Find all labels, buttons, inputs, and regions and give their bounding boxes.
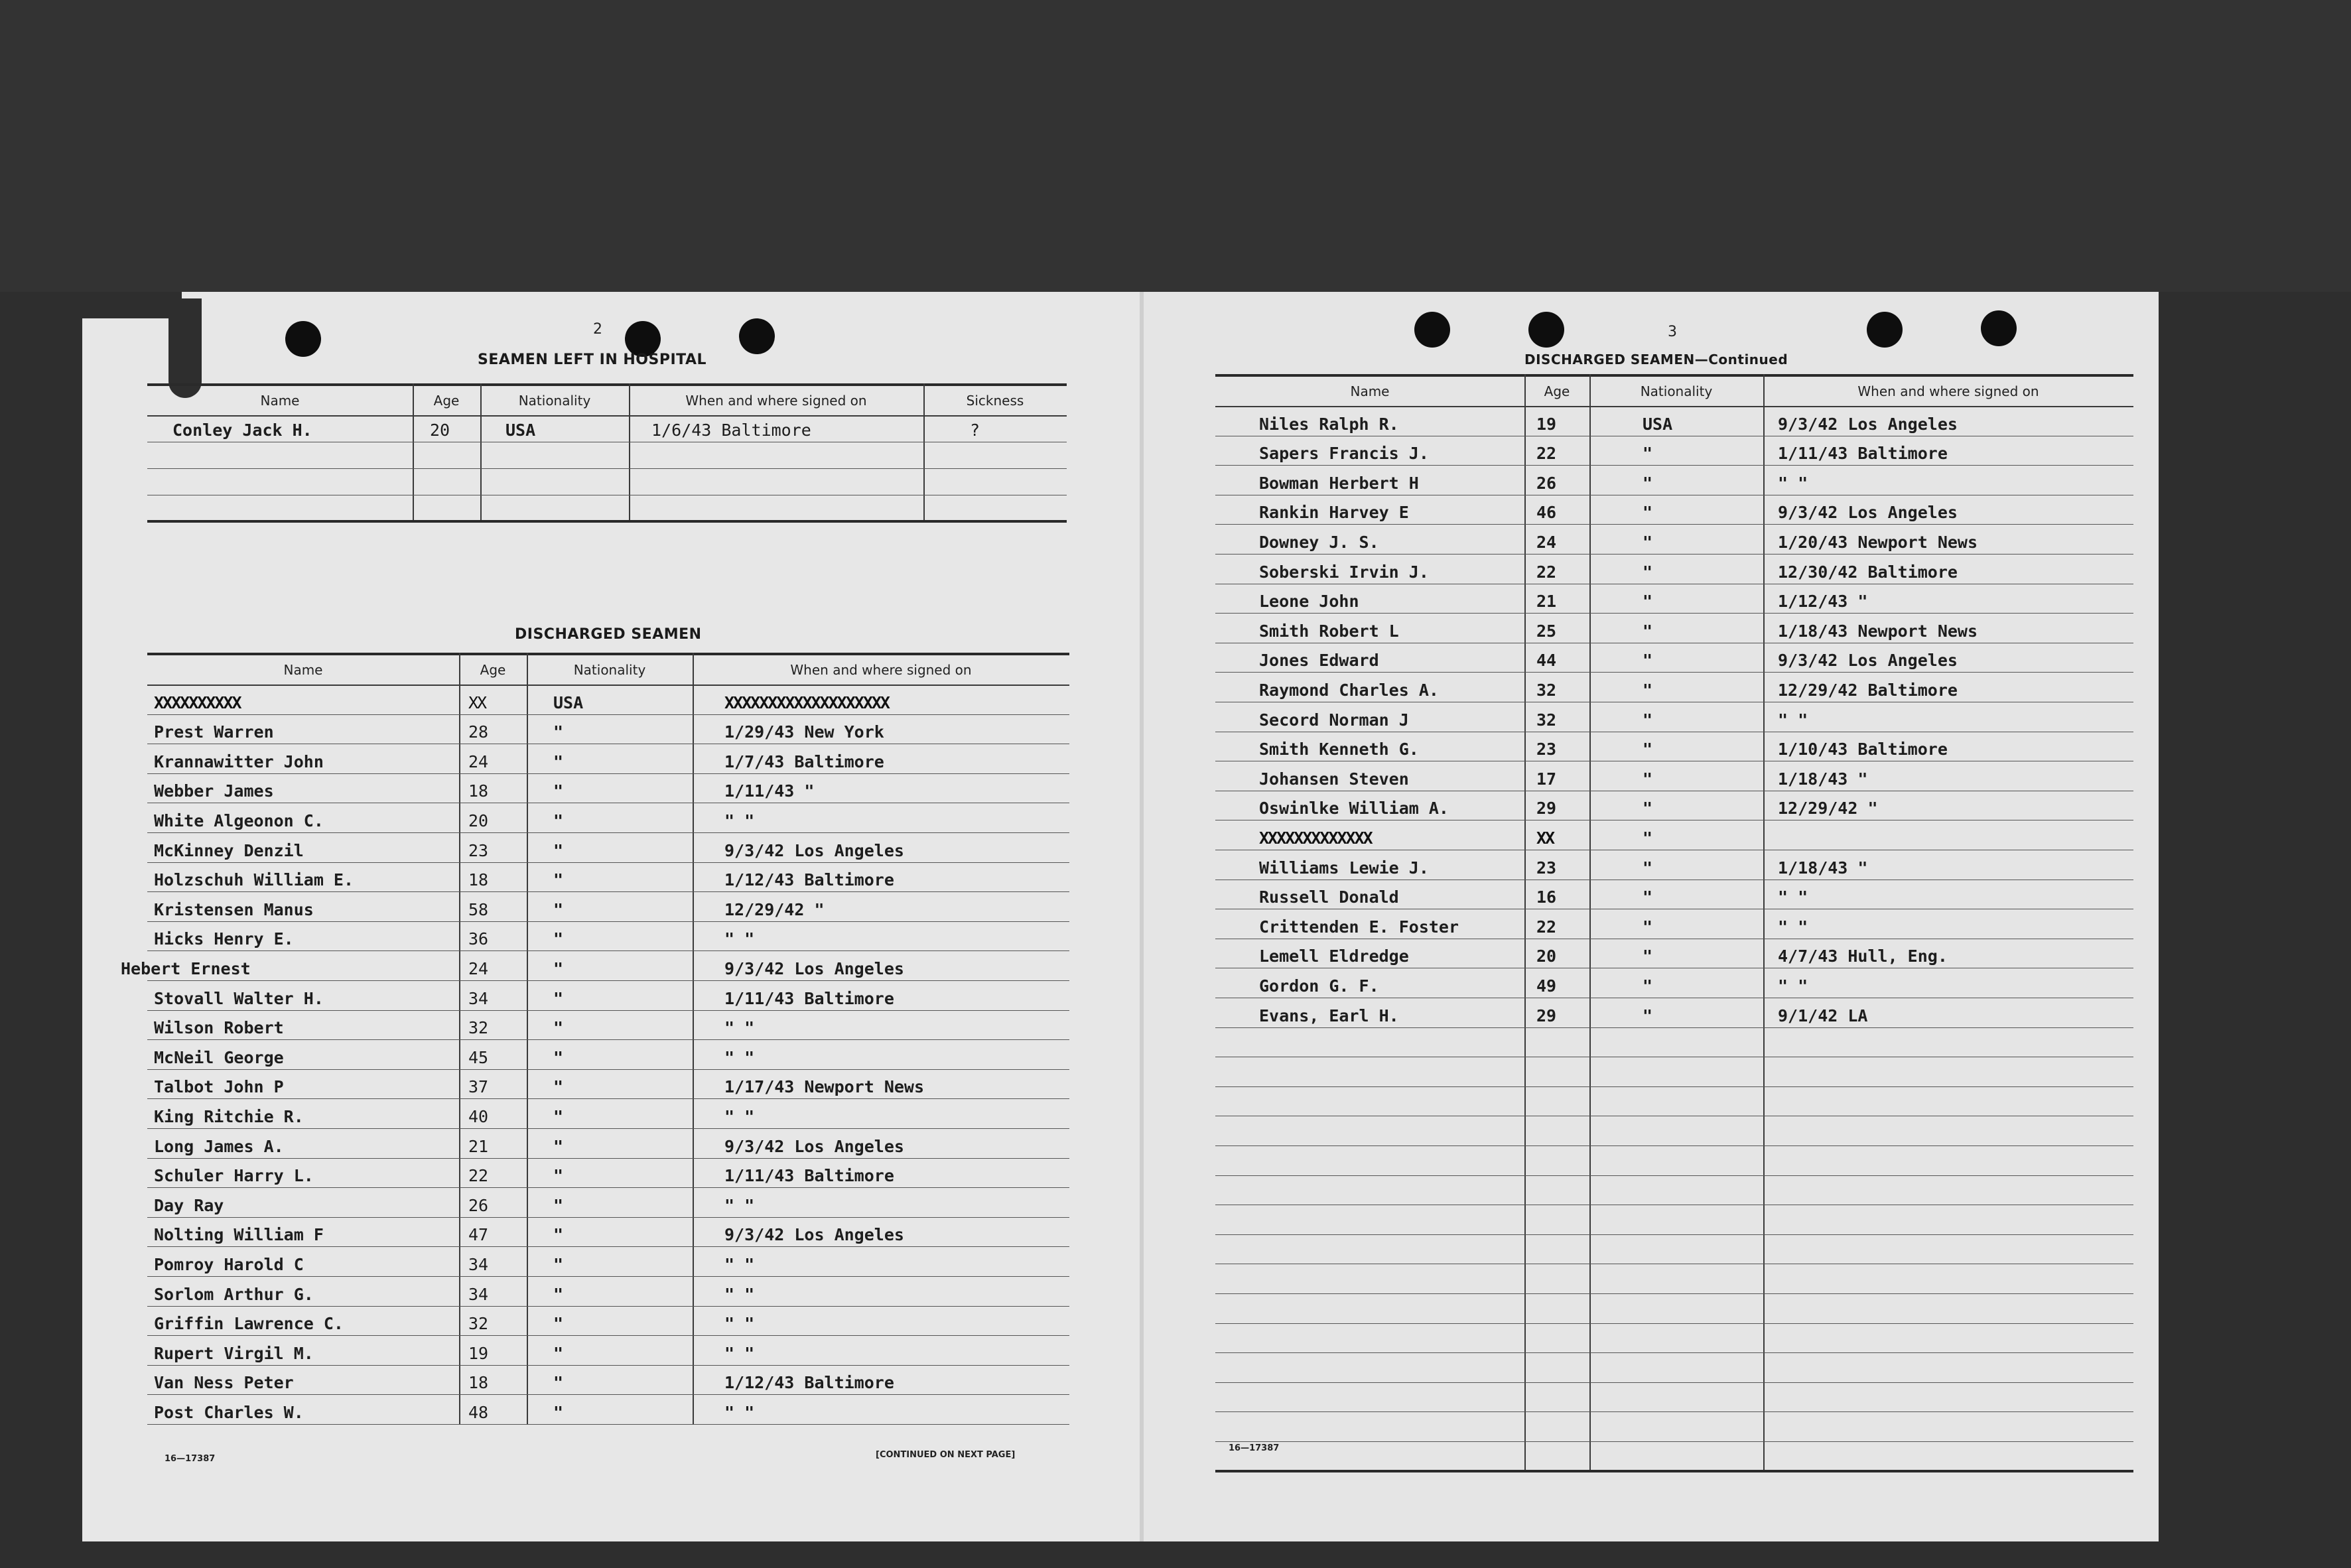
- seaman-signed-on-cell: 12/29/42 ": [1778, 799, 1878, 818]
- seaman-signed-on-cell: 9/3/42 Los Angeles: [1778, 414, 1958, 434]
- seaman-age-cell: 24: [1536, 533, 1557, 552]
- seaman-nationality-cell: ": [553, 929, 564, 949]
- seaman-nationality-cell: ": [553, 781, 564, 801]
- seaman-age-cell: 26: [468, 1195, 489, 1215]
- form-number: 16—17387: [165, 1454, 216, 1464]
- seaman-signed-on-cell: XXXXXXXXXXXXXXXXXXX: [724, 692, 889, 712]
- row-rule: [147, 1039, 1069, 1040]
- seaman-signed-on-cell: " ": [724, 1314, 755, 1334]
- row-rule: [1215, 1293, 2133, 1294]
- row-rule: [147, 950, 1069, 951]
- seaman-age-cell: 34: [468, 988, 489, 1008]
- seaman-age-cell: 45: [468, 1047, 489, 1067]
- row-rule: [147, 1276, 1069, 1277]
- seaman-age-cell: 48: [468, 1403, 489, 1422]
- seaman-nationality-cell: ": [1643, 947, 1653, 966]
- seaman-name-cell: Jones Edward: [1259, 651, 1379, 671]
- seaman-nationality-cell: ": [553, 959, 564, 978]
- column-header-name: Name: [1350, 383, 1390, 399]
- page-number: 2: [593, 321, 602, 338]
- row-rule: [1215, 1086, 2133, 1087]
- seaman-signed-on-cell: 1/7/43 Baltimore: [724, 751, 884, 771]
- seaman-age-cell: 16: [1536, 887, 1557, 907]
- hospital-signed-on-cell: 1/6/43 Baltimore: [651, 421, 811, 440]
- seaman-name-cell: Crittenden E. Foster: [1259, 917, 1459, 937]
- seaman-name-cell: Rupert Virgil M.: [154, 1343, 314, 1363]
- seaman-nationality-cell: ": [1643, 651, 1653, 671]
- row-rule: [1215, 613, 2133, 614]
- seaman-nationality-cell: ": [553, 1284, 564, 1304]
- row-rule: [1215, 1352, 2133, 1353]
- seaman-nationality-cell: ": [553, 1373, 564, 1393]
- seaman-age-cell: 29: [1536, 1006, 1557, 1025]
- continued-title: DISCHARGED SEAMEN—Continued: [1524, 352, 1788, 367]
- seaman-age-cell: 17: [1536, 769, 1557, 789]
- row-rule: [147, 921, 1069, 922]
- table-top-rule: [1215, 374, 2133, 377]
- header-rule: [147, 415, 1067, 417]
- seaman-signed-on-cell: " ": [724, 1255, 755, 1274]
- row-rule: [1215, 465, 2133, 466]
- column-header-sickness: Sickness: [966, 393, 1024, 409]
- column-rule: [527, 653, 528, 1424]
- seaman-nationality-cell: ": [1643, 1006, 1653, 1025]
- seaman-signed-on-cell: 1/11/43 ": [724, 781, 815, 801]
- row-rule: [1215, 1323, 2133, 1324]
- seaman-name-cell: McKinney Denzil: [154, 840, 304, 860]
- seaman-age-cell: 20: [468, 811, 489, 830]
- hospital-name-cell: Conley Jack H.: [172, 421, 312, 440]
- seaman-age-cell: 20: [1536, 947, 1557, 966]
- seaman-name-cell: Sorlom Arthur G.: [154, 1284, 314, 1304]
- seaman-nationality-cell: ": [553, 1107, 564, 1126]
- seaman-nationality-cell: ": [1643, 740, 1653, 759]
- seaman-nationality-cell: ": [553, 722, 564, 742]
- seaman-nationality-cell: ": [553, 1255, 564, 1274]
- seaman-signed-on-cell: 1/18/43 ": [1778, 858, 1868, 878]
- seaman-age-cell: 25: [1536, 621, 1557, 641]
- column-rule: [1589, 374, 1591, 1471]
- seaman-name-cell: Long James A.: [154, 1136, 284, 1156]
- seaman-age-cell: 58: [468, 899, 489, 919]
- seaman-name-cell: Post Charles W.: [154, 1403, 304, 1422]
- seaman-nationality-cell: ": [553, 899, 564, 919]
- seaman-age-cell: 22: [468, 1166, 489, 1186]
- column-header-nationality: Nationality: [573, 662, 646, 678]
- seaman-age-cell: 23: [1536, 740, 1557, 759]
- seaman-age-cell: 19: [1536, 414, 1557, 434]
- row-rule: [1215, 554, 2133, 555]
- seaman-name-cell: Wilson Robert: [154, 1018, 284, 1038]
- seaman-signed-on-cell: 1/11/43 Baltimore: [724, 988, 894, 1008]
- seaman-age-cell: 32: [1536, 681, 1557, 700]
- seaman-nationality-cell: USA: [553, 692, 584, 712]
- left-page: [82, 292, 1144, 1541]
- seaman-signed-on-cell: " ": [1778, 473, 1808, 493]
- row-rule: [147, 1010, 1069, 1011]
- header-rule: [1215, 406, 2133, 407]
- seaman-signed-on-cell: 1/17/43 Newport News: [724, 1077, 925, 1097]
- seaman-nationality-cell: ": [553, 1314, 564, 1334]
- seaman-signed-on-cell: " ": [724, 1403, 755, 1422]
- seaman-age-cell: 32: [468, 1314, 489, 1334]
- hospital-age-cell: 20: [430, 421, 450, 440]
- seaman-nationality-cell: ": [1643, 887, 1653, 907]
- row-rule: [147, 714, 1069, 715]
- seaman-nationality-cell: ": [1643, 681, 1653, 700]
- seaman-age-cell: 34: [468, 1284, 489, 1304]
- seaman-name-cell: Oswinlke William A.: [1259, 799, 1449, 818]
- seaman-age-cell: 37: [468, 1077, 489, 1097]
- punch-hole: [1528, 312, 1564, 348]
- seaman-name-cell: Soberski Irvin J.: [1259, 562, 1429, 582]
- discharged-title: DISCHARGED SEAMEN: [515, 626, 702, 643]
- seaman-name-cell: Evans, Earl H.: [1259, 1006, 1399, 1025]
- seaman-nationality-cell: USA: [1643, 414, 1673, 434]
- seaman-age-cell: 18: [468, 870, 489, 890]
- seaman-nationality-cell: ": [1643, 828, 1653, 848]
- seaman-name-cell: Krannawitter John: [154, 751, 324, 771]
- seaman-name-cell: Downey J. S.: [1259, 533, 1379, 552]
- column-header-signed-on: When and where signed on: [1857, 383, 2039, 399]
- row-rule: [1215, 1175, 2133, 1176]
- header-rule: [147, 685, 1069, 686]
- seaman-name-cell: Rankin Harvey E: [1259, 503, 1409, 523]
- column-header-name: Name: [260, 393, 300, 409]
- seaman-nationality-cell: ": [1643, 858, 1653, 878]
- row-rule: [147, 1158, 1069, 1159]
- row-rule: [147, 468, 1067, 469]
- seaman-age-cell: 22: [1536, 562, 1557, 582]
- seaman-name-cell: Griffin Lawrence C.: [154, 1314, 344, 1334]
- seaman-name-cell: McNeil George: [154, 1047, 284, 1067]
- column-rule: [693, 653, 694, 1424]
- seaman-name-cell: Bowman Herbert H: [1259, 473, 1419, 493]
- column-header-age: Age: [1544, 383, 1570, 399]
- seaman-signed-on-cell: " ": [1778, 917, 1808, 937]
- torn-corner: [82, 292, 182, 318]
- column-header-nationality: Nationality: [1640, 383, 1713, 399]
- seaman-nationality-cell: ": [553, 1343, 564, 1363]
- punch-hole: [285, 321, 321, 357]
- table-top-rule: [147, 383, 1067, 386]
- seaman-signed-on-cell: " ": [724, 1284, 755, 1304]
- seaman-nationality-cell: ": [553, 988, 564, 1008]
- seaman-signed-on-cell: " ": [724, 1107, 755, 1126]
- continued-note: [CONTINUED ON NEXT PAGE]: [876, 1450, 1016, 1460]
- seaman-signed-on-cell: 4/7/43 Hull, Eng.: [1778, 947, 1948, 966]
- seaman-signed-on-cell: 1/11/43 Baltimore: [1778, 444, 1948, 464]
- seaman-age-cell: XX: [1536, 828, 1554, 848]
- column-header-name: Name: [283, 662, 323, 678]
- seaman-age-cell: 32: [1536, 710, 1557, 730]
- row-rule: [147, 1365, 1069, 1366]
- column-header-signed-on: When and where signed on: [685, 393, 867, 409]
- seaman-signed-on-cell: 9/3/42 Los Angeles: [724, 840, 904, 860]
- row-rule: [1215, 672, 2133, 673]
- row-rule: [147, 891, 1069, 892]
- seaman-signed-on-cell: 1/18/43 ": [1778, 769, 1868, 789]
- row-rule: [147, 1246, 1069, 1247]
- seaman-age-cell: 29: [1536, 799, 1557, 818]
- seaman-age-cell: 23: [1536, 858, 1557, 878]
- seaman-age-cell: XX: [468, 692, 486, 712]
- seaman-name-cell: Nolting William F: [154, 1225, 324, 1245]
- right-page: [1144, 292, 2159, 1541]
- seaman-signed-on-cell: 9/3/42 Los Angeles: [1778, 651, 1958, 671]
- seaman-signed-on-cell: 12/29/42 Baltimore: [1778, 681, 1958, 700]
- seaman-signed-on-cell: 1/20/43 Newport News: [1778, 533, 1978, 552]
- seaman-signed-on-cell: " ": [1778, 887, 1808, 907]
- seaman-nationality-cell: ": [553, 1077, 564, 1097]
- row-rule: [1215, 1234, 2133, 1235]
- seaman-name-cell: Holzschuh William E.: [154, 870, 354, 890]
- table-bottom-rule: [147, 520, 1067, 523]
- column-header-age: Age: [480, 662, 506, 678]
- seaman-signed-on-cell: 9/3/42 Los Angeles: [724, 959, 904, 978]
- seaman-name-cell: Sapers Francis J.: [1259, 444, 1429, 464]
- seaman-signed-on-cell: 9/3/42 Los Angeles: [724, 1225, 904, 1245]
- seaman-age-cell: 21: [1536, 592, 1557, 612]
- seaman-name-cell: Secord Norman J: [1259, 710, 1409, 730]
- row-rule: [147, 1394, 1069, 1395]
- row-rule: [147, 1069, 1069, 1070]
- seaman-age-cell: 19: [468, 1343, 489, 1363]
- seaman-age-cell: 46: [1536, 503, 1557, 523]
- seaman-signed-on-cell: 9/1/42 LA: [1778, 1006, 1868, 1025]
- seaman-age-cell: 21: [468, 1136, 489, 1156]
- row-rule: [1215, 1441, 2133, 1442]
- seaman-signed-on-cell: 12/29/42 ": [724, 899, 825, 919]
- seaman-nationality-cell: ": [1643, 976, 1653, 996]
- seaman-age-cell: 24: [468, 751, 489, 771]
- seaman-signed-on-cell: 9/3/42 Los Angeles: [1778, 503, 1958, 523]
- seaman-name-cell: XXXXXXXXXXXXX: [1259, 828, 1372, 848]
- seaman-age-cell: 49: [1536, 976, 1557, 996]
- seaman-age-cell: 22: [1536, 444, 1557, 464]
- seaman-nationality-cell: ": [553, 811, 564, 830]
- seaman-age-cell: 34: [468, 1255, 489, 1274]
- seaman-name-cell: Schuler Harry L.: [154, 1166, 314, 1186]
- seaman-age-cell: 36: [468, 929, 489, 949]
- seaman-age-cell: 32: [468, 1018, 489, 1038]
- seaman-name-cell: Gordon G. F.: [1259, 976, 1379, 996]
- seaman-signed-on-cell: 1/11/43 Baltimore: [724, 1166, 894, 1186]
- row-rule: [147, 862, 1069, 863]
- seaman-nationality-cell: ": [553, 1018, 564, 1038]
- seaman-nationality-cell: ": [1643, 444, 1653, 464]
- seaman-nationality-cell: ": [553, 1136, 564, 1156]
- seaman-signed-on-cell: 9/3/42 Los Angeles: [724, 1136, 904, 1156]
- seaman-nationality-cell: ": [553, 1166, 564, 1186]
- seaman-nationality-cell: ": [1643, 562, 1653, 582]
- row-rule: [147, 1306, 1069, 1307]
- seaman-signed-on-cell: 12/30/42 Baltimore: [1778, 562, 1958, 582]
- seaman-signed-on-cell: 1/12/43 Baltimore: [724, 1373, 894, 1393]
- column-header-nationality: Nationality: [518, 393, 591, 409]
- seaman-age-cell: 18: [468, 1373, 489, 1393]
- column-rule: [1524, 374, 1526, 1471]
- row-rule: [147, 773, 1069, 774]
- seaman-nationality-cell: ": [553, 1403, 564, 1422]
- seaman-name-cell: Pomroy Harold C: [154, 1255, 304, 1274]
- seaman-nationality-cell: ": [1643, 799, 1653, 818]
- seaman-nationality-cell: ": [553, 840, 564, 860]
- seaman-name-cell: Webber James: [154, 781, 274, 801]
- seaman-name-cell: Talbot John P: [154, 1077, 284, 1097]
- page-number: 3: [1668, 324, 1677, 340]
- seaman-signed-on-cell: 1/10/43 Baltimore: [1778, 740, 1948, 759]
- seaman-nationality-cell: ": [1643, 473, 1653, 493]
- column-rule: [1763, 374, 1765, 1471]
- column-rule: [459, 653, 460, 1424]
- seaman-signed-on-cell: 1/12/43 ": [1778, 592, 1868, 612]
- row-rule: [147, 1424, 1069, 1425]
- punch-hole: [1867, 312, 1903, 348]
- seaman-signed-on-cell: " ": [724, 929, 755, 949]
- seaman-signed-on-cell: 1/12/43 Baltimore: [724, 870, 894, 890]
- row-rule: [147, 1335, 1069, 1336]
- seaman-name-cell: Hebert Ernest: [121, 959, 251, 978]
- row-rule: [1215, 524, 2133, 525]
- seaman-nationality-cell: ": [1643, 592, 1653, 612]
- seaman-signed-on-cell: " ": [724, 811, 755, 830]
- row-rule: [147, 1098, 1069, 1099]
- seaman-age-cell: 47: [468, 1225, 489, 1245]
- seaman-name-cell: Prest Warren: [154, 722, 274, 742]
- seaman-nationality-cell: ": [553, 1225, 564, 1245]
- seaman-age-cell: 40: [468, 1107, 489, 1126]
- seaman-name-cell: King Ritchie R.: [154, 1107, 304, 1126]
- seaman-age-cell: 23: [468, 840, 489, 860]
- seaman-name-cell: Hicks Henry E.: [154, 929, 294, 949]
- background-top: [0, 0, 2351, 292]
- punch-hole: [1414, 312, 1450, 348]
- form-number: 16—17387: [1229, 1443, 1280, 1453]
- seaman-signed-on-cell: " ": [724, 1047, 755, 1067]
- seaman-nationality-cell: ": [1643, 533, 1653, 552]
- seaman-nationality-cell: ": [553, 1047, 564, 1067]
- seaman-age-cell: 22: [1536, 917, 1557, 937]
- seaman-name-cell: Niles Ralph R.: [1259, 414, 1399, 434]
- seaman-signed-on-cell: " ": [724, 1018, 755, 1038]
- seaman-nationality-cell: ": [553, 751, 564, 771]
- seaman-nationality-cell: ": [553, 870, 564, 890]
- seaman-name-cell: Smith Robert L: [1259, 621, 1399, 641]
- seaman-name-cell: Williams Lewie J.: [1259, 858, 1429, 878]
- row-rule: [1215, 1027, 2133, 1028]
- punch-hole: [1981, 310, 2017, 346]
- seaman-name-cell: Kristensen Manus: [154, 899, 314, 919]
- seaman-name-cell: Van Ness Peter: [154, 1373, 294, 1393]
- seaman-signed-on-cell: 1/29/43 New York: [724, 722, 884, 742]
- punch-hole: [739, 318, 775, 354]
- seaman-name-cell: Day Ray: [154, 1195, 224, 1215]
- row-rule: [147, 1217, 1069, 1218]
- column-header-signed-on: When and where signed on: [790, 662, 972, 678]
- row-rule: [147, 1187, 1069, 1188]
- seaman-age-cell: 28: [468, 722, 489, 742]
- seaman-age-cell: 18: [468, 781, 489, 801]
- seaman-age-cell: 26: [1536, 473, 1557, 493]
- seaman-nationality-cell: ": [553, 1195, 564, 1215]
- seaman-name-cell: Johansen Steven: [1259, 769, 1409, 789]
- table-bottom-rule: [1215, 1470, 2133, 1472]
- seaman-name-cell: XXXXXXXXXX: [154, 692, 241, 712]
- row-rule: [1215, 1145, 2133, 1146]
- seaman-name-cell: Smith Kenneth G.: [1259, 740, 1419, 759]
- seaman-name-cell: White Algeonon C.: [154, 811, 324, 830]
- seaman-nationality-cell: ": [1643, 503, 1653, 523]
- row-rule: [147, 832, 1069, 833]
- seaman-age-cell: 44: [1536, 651, 1557, 671]
- hospital-title: SEAMEN LEFT IN HOSPITAL: [478, 352, 707, 368]
- seaman-nationality-cell: ": [1643, 917, 1653, 937]
- table-top-rule: [147, 653, 1069, 655]
- hospital-sickness-cell: ?: [970, 421, 980, 440]
- seaman-nationality-cell: ": [1643, 769, 1653, 789]
- seaman-signed-on-cell: " ": [1778, 976, 1808, 996]
- row-rule: [1215, 1382, 2133, 1383]
- seaman-name-cell: Leone John: [1259, 592, 1359, 612]
- column-header-age: Age: [433, 393, 460, 409]
- hospital-nationality-cell: USA: [505, 421, 536, 440]
- seaman-name-cell: Russell Donald: [1259, 887, 1399, 907]
- seaman-nationality-cell: ": [1643, 710, 1653, 730]
- seaman-name-cell: Raymond Charles A.: [1259, 681, 1439, 700]
- row-rule: [147, 1128, 1069, 1129]
- row-rule: [1215, 1411, 2133, 1412]
- seaman-nationality-cell: ": [1643, 621, 1653, 641]
- seaman-age-cell: 24: [468, 959, 489, 978]
- seaman-name-cell: Stovall Walter H.: [154, 988, 324, 1008]
- row-rule: [147, 980, 1069, 981]
- seaman-signed-on-cell: 1/18/43 Newport News: [1778, 621, 1978, 641]
- seaman-signed-on-cell: " ": [1778, 710, 1808, 730]
- seaman-signed-on-cell: " ": [724, 1343, 755, 1363]
- seaman-name-cell: Lemell Eldredge: [1259, 947, 1409, 966]
- seaman-signed-on-cell: " ": [724, 1195, 755, 1215]
